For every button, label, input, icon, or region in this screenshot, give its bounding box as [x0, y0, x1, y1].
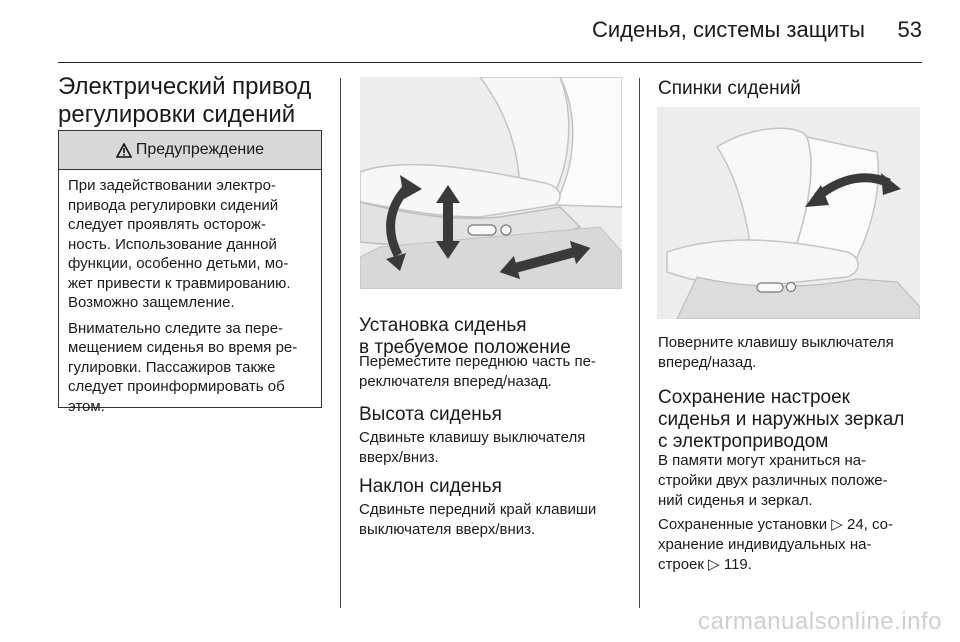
text-seat-tilt: Сдвиньте передний край клавиши выключателя вверх/вниз. [359, 501, 597, 538]
heading-seat-tilt: Наклон сиденья [359, 476, 502, 497]
heading-seat-height: Высота сиденья [359, 404, 502, 425]
column-divider-1 [340, 78, 341, 608]
text-memory-references [658, 515, 893, 575]
seat-adjustment-illustration [360, 77, 622, 289]
warning-paragraph-1: При задействовании электро- привода регулировки сидений следует проявлять осторож- ность. Использование данной функции, особенно детьми, мо- жет привести к травмированию. Возможно защемление. [68, 177, 291, 311]
page-ref-arrow-icon: ▷ [708, 556, 720, 573]
warning-title: Предупреждение [135, 141, 265, 158]
memory-ref-suffix: . [747, 556, 752, 573]
text-seatbacks: Поверните клавишу выключателя вперед/назад. [658, 334, 894, 371]
warning-triangle-icon [116, 143, 132, 158]
page-ref-arrow-icon: ▷ [831, 516, 843, 533]
running-header-title: Сиденья, системы защиты [591, 17, 865, 42]
text-seat-height: Сдвиньте клавишу выключателя вверх/вниз. [359, 429, 586, 466]
page-ref-link-119[interactable]: 119 [723, 556, 748, 573]
memory-ref-prefix: Сохраненные установки [658, 516, 828, 533]
seatback-recline-illustration [657, 107, 920, 319]
header-divider [58, 62, 922, 63]
column-divider-2 [639, 78, 640, 608]
warning-paragraph-2: Внимательно следите за пере- мещением сиденья во время ре- гулировки. Пассажиров также следует проинформировать об этом. [68, 319, 298, 415]
page-ref-link-24[interactable]: 24 [846, 516, 864, 533]
warning-header [59, 131, 321, 170]
page-number: 53 [897, 17, 922, 42]
heading-seatbacks: Спинки сидений [658, 78, 801, 99]
heading-memory-settings: Сохранение настроек сиденья и наружных зеркал с электроприводом [658, 387, 905, 452]
warning-box [58, 130, 322, 415]
warning-body [59, 170, 321, 416]
watermark: carmanualsonline.info [698, 608, 942, 635]
heading-seat-position: Установка сиденья в требуемое положение [359, 315, 571, 358]
section-title: Электрический привод регулировки сидений [58, 73, 312, 128]
memory-ref-middle: , со- хранение индивидуальных на- строек [658, 516, 894, 573]
text-memory-settings: В памяти могут храниться на- стройки двух различных положе- ний сиденья и зеркал. [658, 452, 888, 509]
text-seat-position: Переместите переднюю часть пе- реключателя вперед/назад. [359, 353, 596, 390]
